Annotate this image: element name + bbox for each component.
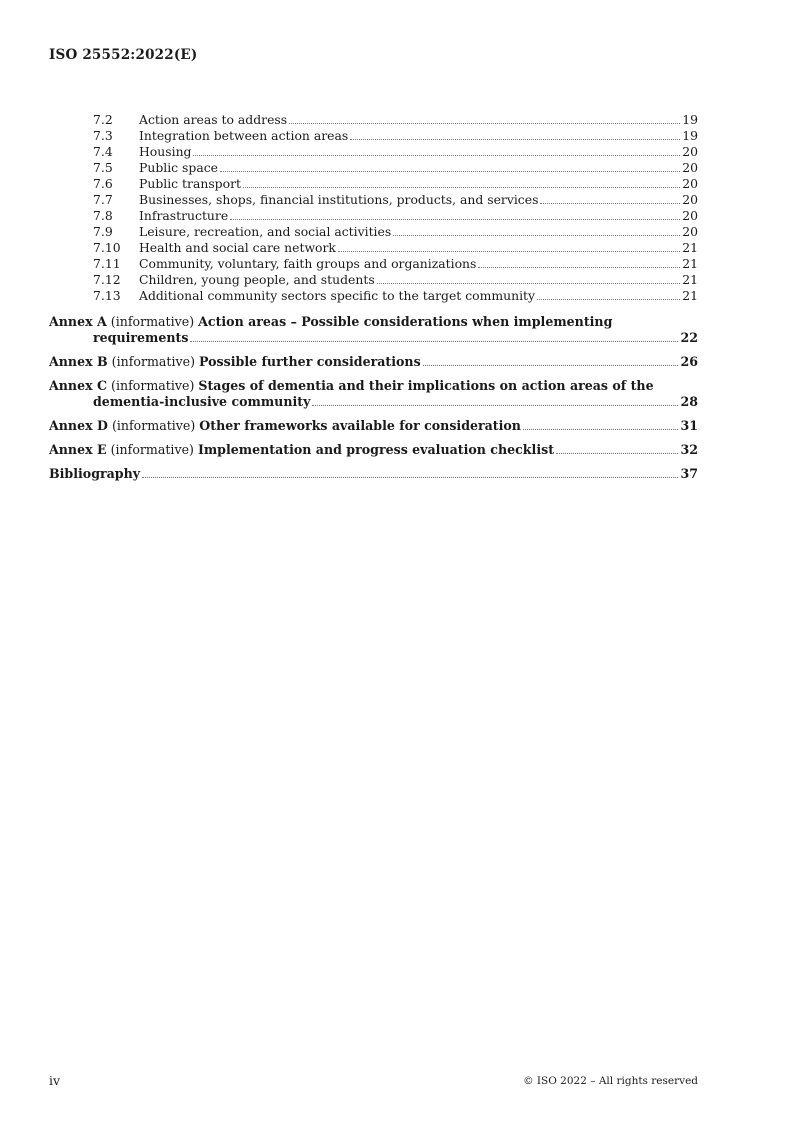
dot-leader	[220, 171, 680, 172]
toc-entry-annex-b[interactable]	[49, 354, 698, 370]
toc-page: 37	[680, 466, 698, 481]
toc-entry-bibliography[interactable]	[49, 466, 698, 482]
toc-entry-annex-a[interactable]	[49, 314, 698, 346]
annex-label: Annex D	[49, 418, 108, 433]
toc-number: 7.10	[93, 240, 121, 255]
toc-page: 20	[682, 176, 698, 191]
toc-page: 20	[682, 160, 698, 175]
toc-page: 20	[682, 144, 698, 159]
toc-page: 21	[682, 256, 698, 271]
dot-leader	[243, 187, 680, 188]
toc-page: 28	[680, 394, 698, 409]
dot-leader	[338, 251, 680, 252]
annex-label: Annex E	[49, 442, 107, 457]
toc-entry-7-8[interactable]	[49, 208, 698, 224]
toc-page: 21	[682, 288, 698, 303]
dot-leader	[193, 155, 680, 156]
annex-title: Possible further considerations	[199, 354, 421, 369]
table-of-contents	[49, 112, 698, 482]
toc-title: Action areas to address	[139, 112, 288, 127]
toc-entry-7-7[interactable]	[49, 192, 698, 208]
toc-page: 19	[682, 128, 698, 143]
toc-entry-7-2[interactable]	[49, 112, 698, 128]
toc-title: Children, young people, and students	[139, 272, 375, 287]
toc-title: Businesses, shops, financial institutions, products, and services	[139, 192, 539, 207]
toc-entry-7-4[interactable]	[49, 144, 698, 160]
dot-leader	[289, 123, 680, 124]
dot-leader	[423, 365, 679, 366]
toc-page: 19	[682, 112, 698, 127]
toc-title: Community, voluntary, faith groups and organizations	[139, 256, 477, 271]
toc-page: 21	[682, 240, 698, 255]
footer-page-number: iv	[49, 1073, 61, 1088]
toc-page: 21	[682, 272, 698, 287]
toc-title: Leisure, recreation, and social activities	[139, 224, 392, 239]
annex-type: (informative)	[111, 418, 196, 433]
footer-copyright: © ISO 2022 – All rights reserved	[523, 1075, 698, 1087]
toc-number: 7.3	[93, 128, 113, 143]
toc-number: 7.9	[93, 224, 113, 239]
dot-leader	[190, 341, 678, 342]
toc-entry-7-10[interactable]	[49, 240, 698, 256]
toc-entry-7-11[interactable]	[49, 256, 698, 272]
dot-leader	[478, 267, 680, 268]
dot-leader	[523, 429, 679, 430]
annex-type: (informative)	[110, 442, 194, 457]
annex-label: Annex A	[49, 314, 107, 329]
dot-leader	[350, 139, 680, 140]
annex-title-line2: requirements	[93, 330, 189, 345]
toc-entry-7-3[interactable]	[49, 128, 698, 144]
dot-leader	[556, 453, 678, 454]
toc-title: Public transport	[139, 176, 241, 191]
dot-leader	[540, 203, 680, 204]
toc-number: 7.11	[93, 256, 121, 271]
toc-title: Housing	[139, 144, 192, 159]
toc-entry-7-5[interactable]	[49, 160, 698, 176]
toc-entry-7-13[interactable]	[49, 288, 698, 304]
toc-page: 20	[682, 208, 698, 223]
toc-page: 26	[680, 354, 698, 369]
toc-number: 7.7	[93, 192, 113, 207]
dot-leader	[312, 405, 678, 406]
toc-page: 20	[682, 224, 698, 239]
annex-title: Other frameworks available for consideration	[199, 418, 521, 433]
toc-entry-7-9[interactable]	[49, 224, 698, 240]
toc-title: Health and social care network	[139, 240, 336, 255]
toc-number: 7.5	[93, 160, 113, 175]
toc-title: Integration between action areas	[139, 128, 349, 143]
toc-number: 7.2	[93, 112, 113, 127]
dot-leader	[377, 283, 681, 284]
toc-number: 7.4	[93, 144, 113, 159]
toc-title: Infrastructure	[139, 208, 229, 223]
annex-label: Annex B	[49, 354, 108, 369]
toc-title: Additional community sectors specific to the target community	[139, 288, 536, 303]
dot-leader	[393, 235, 680, 236]
toc-entry-annex-d[interactable]	[49, 418, 698, 434]
annex-title-line1: Stages of dementia and their implications on action areas of the	[198, 378, 654, 393]
toc-number: 7.13	[93, 288, 121, 303]
toc-number: 7.6	[93, 176, 113, 191]
annex-title: Implementation and progress evaluation checklist	[197, 442, 555, 457]
toc-entry-7-6[interactable]	[49, 176, 698, 192]
annex-type: (informative)	[110, 314, 195, 329]
annex-type: (informative)	[111, 378, 195, 393]
toc-page: 22	[680, 330, 698, 345]
annex-type: (informative)	[111, 354, 195, 369]
toc-entry-annex-e[interactable]	[49, 442, 698, 458]
toc-entry-annex-c[interactable]	[49, 378, 698, 410]
toc-page: 31	[680, 418, 698, 433]
toc-number: 7.12	[93, 272, 121, 287]
toc-page: 32	[680, 442, 698, 457]
bibliography-title: Bibliography	[49, 466, 141, 481]
toc-number: 7.8	[93, 208, 113, 223]
toc-entry-7-12[interactable]	[49, 272, 698, 288]
annex-title-line2: dementia-inclusive community	[93, 394, 311, 409]
toc-page: 20	[682, 192, 698, 207]
annex-title-line1: Action areas – Possible considerations when implementing	[198, 314, 613, 329]
dot-leader	[230, 219, 680, 220]
dot-leader	[537, 299, 680, 300]
dot-leader	[142, 477, 678, 478]
annex-label: Annex C	[49, 378, 108, 393]
toc-title: Public space	[139, 160, 219, 175]
document-id-header: ISO 25552:2022(E)	[49, 47, 198, 63]
